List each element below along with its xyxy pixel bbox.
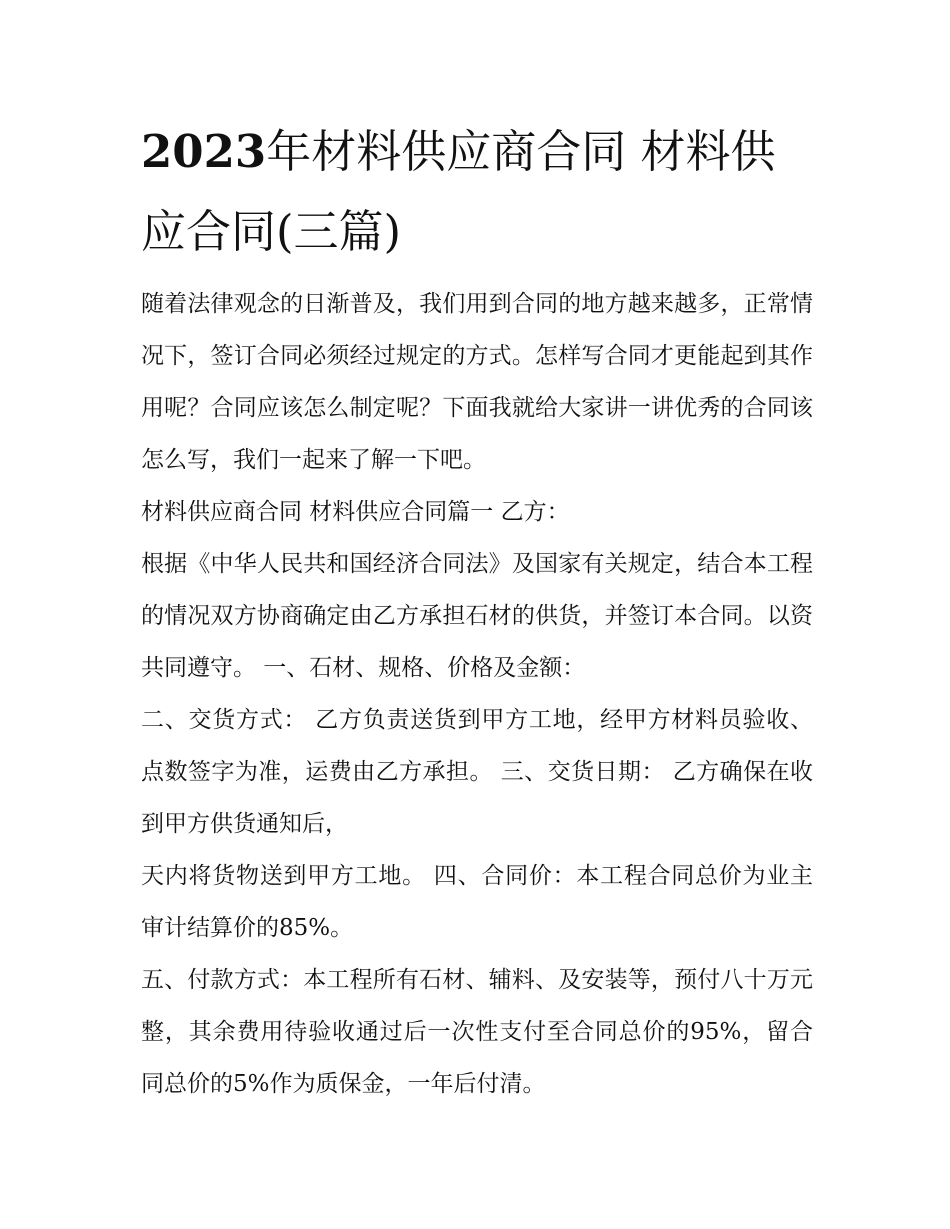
paragraph-contract-price: 天内将货物送到甲方工地。 四、合同价：本工程合同总价为业主审计结算价的85%。	[141, 863, 813, 941]
title-year: 2023	[141, 125, 267, 178]
paragraph-basis: 根据《中华人民共和国经济合同法》及国家有关规定，结合本工程的情况双方协商确定由乙方承担石材的供货，并签订本合同。以资共同遵守。 一、石材、规格、价格及金额：	[141, 551, 813, 681]
document-body	[141, 112, 813, 1110]
title-text: 年材料供应商合同 材料供应合同(三篇)	[141, 125, 776, 258]
paragraph-payment: 五、付款方式：本工程所有石材、辅料、及安装等，预付八十万元整，其余费用待验收通过后一次性支付至合同总价的95%，留合同总价的5%作为质保金，一年后付清。	[141, 967, 813, 1097]
document-title	[141, 112, 813, 272]
paragraph-intro: 随着法律观念的日渐普及，我们用到合同的地方越来越多，正常情况下，签订合同必须经过规定的方式。怎样写合同才更能起到其作用呢？合同应该怎么制定呢？下面我就给大家讲一讲优秀的合同该怎么写，我们一起来了解一下吧。	[141, 291, 813, 473]
paragraph-section-heading: 材料供应商合同 材料供应合同篇一 乙方：	[141, 499, 570, 525]
paragraph-delivery: 二、交货方式： 乙方负责送货到甲方工地，经甲方材料员验收、点数签字为准，运费由乙方承担。 三、交货日期： 乙方确保在收到甲方供货通知后，	[141, 707, 813, 837]
